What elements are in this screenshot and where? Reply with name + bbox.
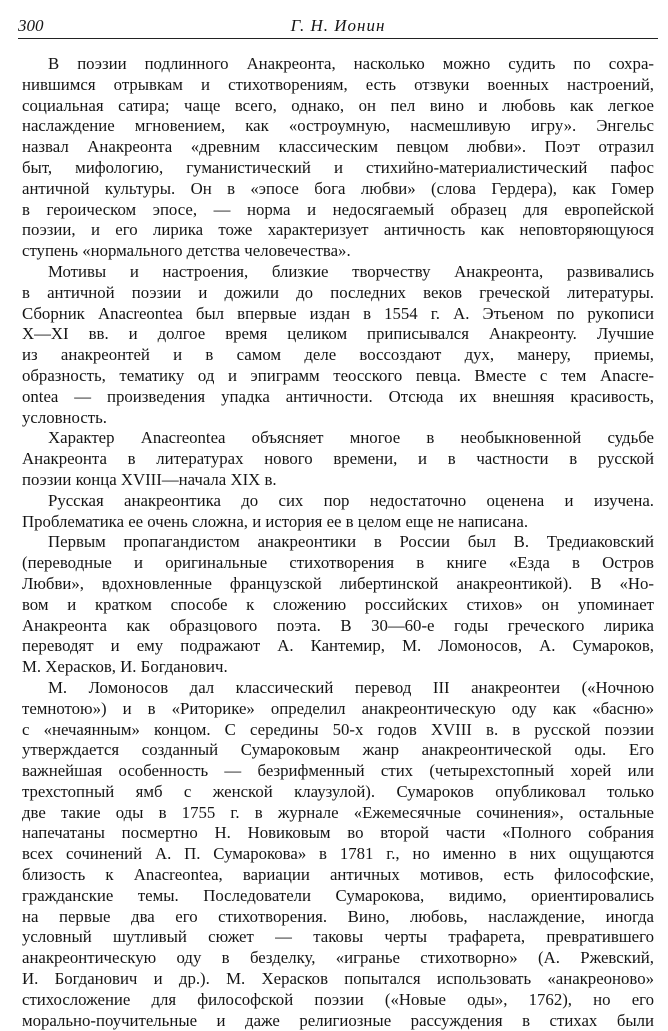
text-line: X—XI вв. и долгое время целиком приписывался Анакреонту. Лучшие <box>22 324 654 344</box>
text-line: утверждается созданный Сумароковым жанр анакреонтической оды. Его <box>22 740 654 760</box>
text-line: Мотивы и настроения, близкие творчеству Анакреонта, развивались <box>48 261 654 281</box>
text-line: стихосложение для философской поэзии («Новые оды», 1762), но его <box>22 989 654 1009</box>
text-line: анакреонтическую оду в безделку, «игранье стихотворно» (А. Ржевский, <box>22 948 654 968</box>
text-line: быт, мифологию, гуманистический и стихийно-материалистический пафос <box>22 157 654 177</box>
text-line: Анакреонта в литературах нового времени, и в частности в русской <box>22 449 654 469</box>
running-header <box>18 14 658 39</box>
text-line: М. Ломоносов дал классический перевод III анакреонтеи («Ночною <box>48 677 654 697</box>
text-line: важнейшая особенность — безрифменный стих (четырехстопный хорей или <box>22 761 654 781</box>
text-line: Анакреонта как образцового поэта. В 30—60-е годы греческого лирика <box>22 615 654 635</box>
text-line: И. Богданович и др.). М. Херасков попытался использовать «анакреоново» <box>22 969 654 989</box>
text-line: две такие оды в 1755 г. в журнале «Ежемесячные сочинения», остальные <box>22 802 654 822</box>
text-line: наслаждение мгновением, как «остроумную, насмешливую игру». Энгельс <box>22 116 654 136</box>
text-line: из анакреонтей и в самом деле воссоздают дух, манеру, приемы, <box>22 345 654 365</box>
text-line: назвал Анакреонта «древним классическим певцом любви». Поэт отразил <box>22 137 654 157</box>
text-line: В поэзии подлинного Анакреонта, насколько можно судить по сохра- <box>48 54 654 73</box>
text-line: ступень «нормального детства человечества». <box>22 241 351 261</box>
text-line: Первым пропагандистом анакреонтики в России был В. Тредиаковский <box>48 532 654 552</box>
text-line: темнотою») и в «Риторике» определил анакреонтическую оду как «басню» <box>22 698 654 718</box>
text-line: античной культуры. Он в «эпосе бога любви» (слова Гердера), как Гомер <box>22 178 654 198</box>
text-line: вом и кратком способе к сложению российских стихов» он упоминает <box>22 594 654 614</box>
text-line: в античной поэзии и дожили до последних веков греческой литературы. <box>22 282 654 302</box>
text-line: нившимся отрывкам и стихотворениям, есть отзвуки военных настроений, <box>22 74 654 94</box>
text-line: напечатаны посмертно Н. Новиковым во второй части «Полного собрания <box>22 823 654 843</box>
text-line: трехстопный ямб с женской клаузулой). Сумароков опубликовал только <box>22 781 654 801</box>
body-text <box>22 54 654 1031</box>
page-number: 300 <box>18 16 44 35</box>
text-line: переводят и ему подражают А. Кантемир, М. Ломоносов, А. Сумароков, <box>22 636 654 656</box>
text-line: Характер Anacreontea объясняет многое в необыкновенной судьбе <box>48 428 654 448</box>
text-line: М. Херасков, И. Богданович. <box>22 657 228 677</box>
text-line: на первые два его стихотворения. Вино, любовь, наслаждение, иногда <box>22 906 654 926</box>
text-line: ontea — произведения упадка античности. Отсюда их внешняя красивость, <box>22 386 654 406</box>
text-line: поэзии конца XVIII—начала XIX в. <box>22 469 277 489</box>
text-line: социальная сатира; чаще всего, однако, он пел вино и любовь как легкое <box>22 95 654 115</box>
text-line: (переводные и оригинальные стихотворения в книге «Езда в Остров <box>22 553 654 573</box>
text-line: гражданские темы. Последователи Сумарокова, видимо, ориентировались <box>22 885 654 905</box>
text-line: условность. <box>22 407 107 427</box>
text-line: Любви», вдохновленные французской либертинской анакреонтикой). В «Но- <box>22 573 654 593</box>
running-title: Г. Н. Ионин <box>290 16 386 35</box>
text-line: условный шутливый сюжет — таковы черты трафарета, превратившего <box>22 927 654 947</box>
text-line: всех сочинений А. П. Сумарокова» в 1781 г., но именно в них ощущаются <box>22 844 654 864</box>
text-line: Проблематика ее очень сложна, и история ее в целом еще не написана. <box>22 511 529 531</box>
text-line: с «нечаянным» концом. С середины 50-х годов XVIII в. в русской поэзии <box>22 719 654 739</box>
text-line: образность, тематику од и эпиграмм теосского певца. Вместе с тем Anacre- <box>22 365 654 385</box>
text-line: поэзии, и его лирика тоже характеризует античность как неповторяющуюся <box>22 220 654 240</box>
text-line: близость к Anacreontea, вариации античных мотивов, есть философские, <box>22 865 654 885</box>
text-line: Русская анакреонтика до сих пор недостаточно оценена и изучена. <box>48 490 654 510</box>
text-line: в героическом эпосе, — норма и недосягаемый образец для европейской <box>22 199 654 219</box>
text-line: Сборник Anacreontea был впервые издан в 1554 г. А. Этьеном по рукописи <box>22 303 654 323</box>
text-line: морально-поучительные и даже религиозные рассуждения в стихах были <box>22 1010 654 1030</box>
